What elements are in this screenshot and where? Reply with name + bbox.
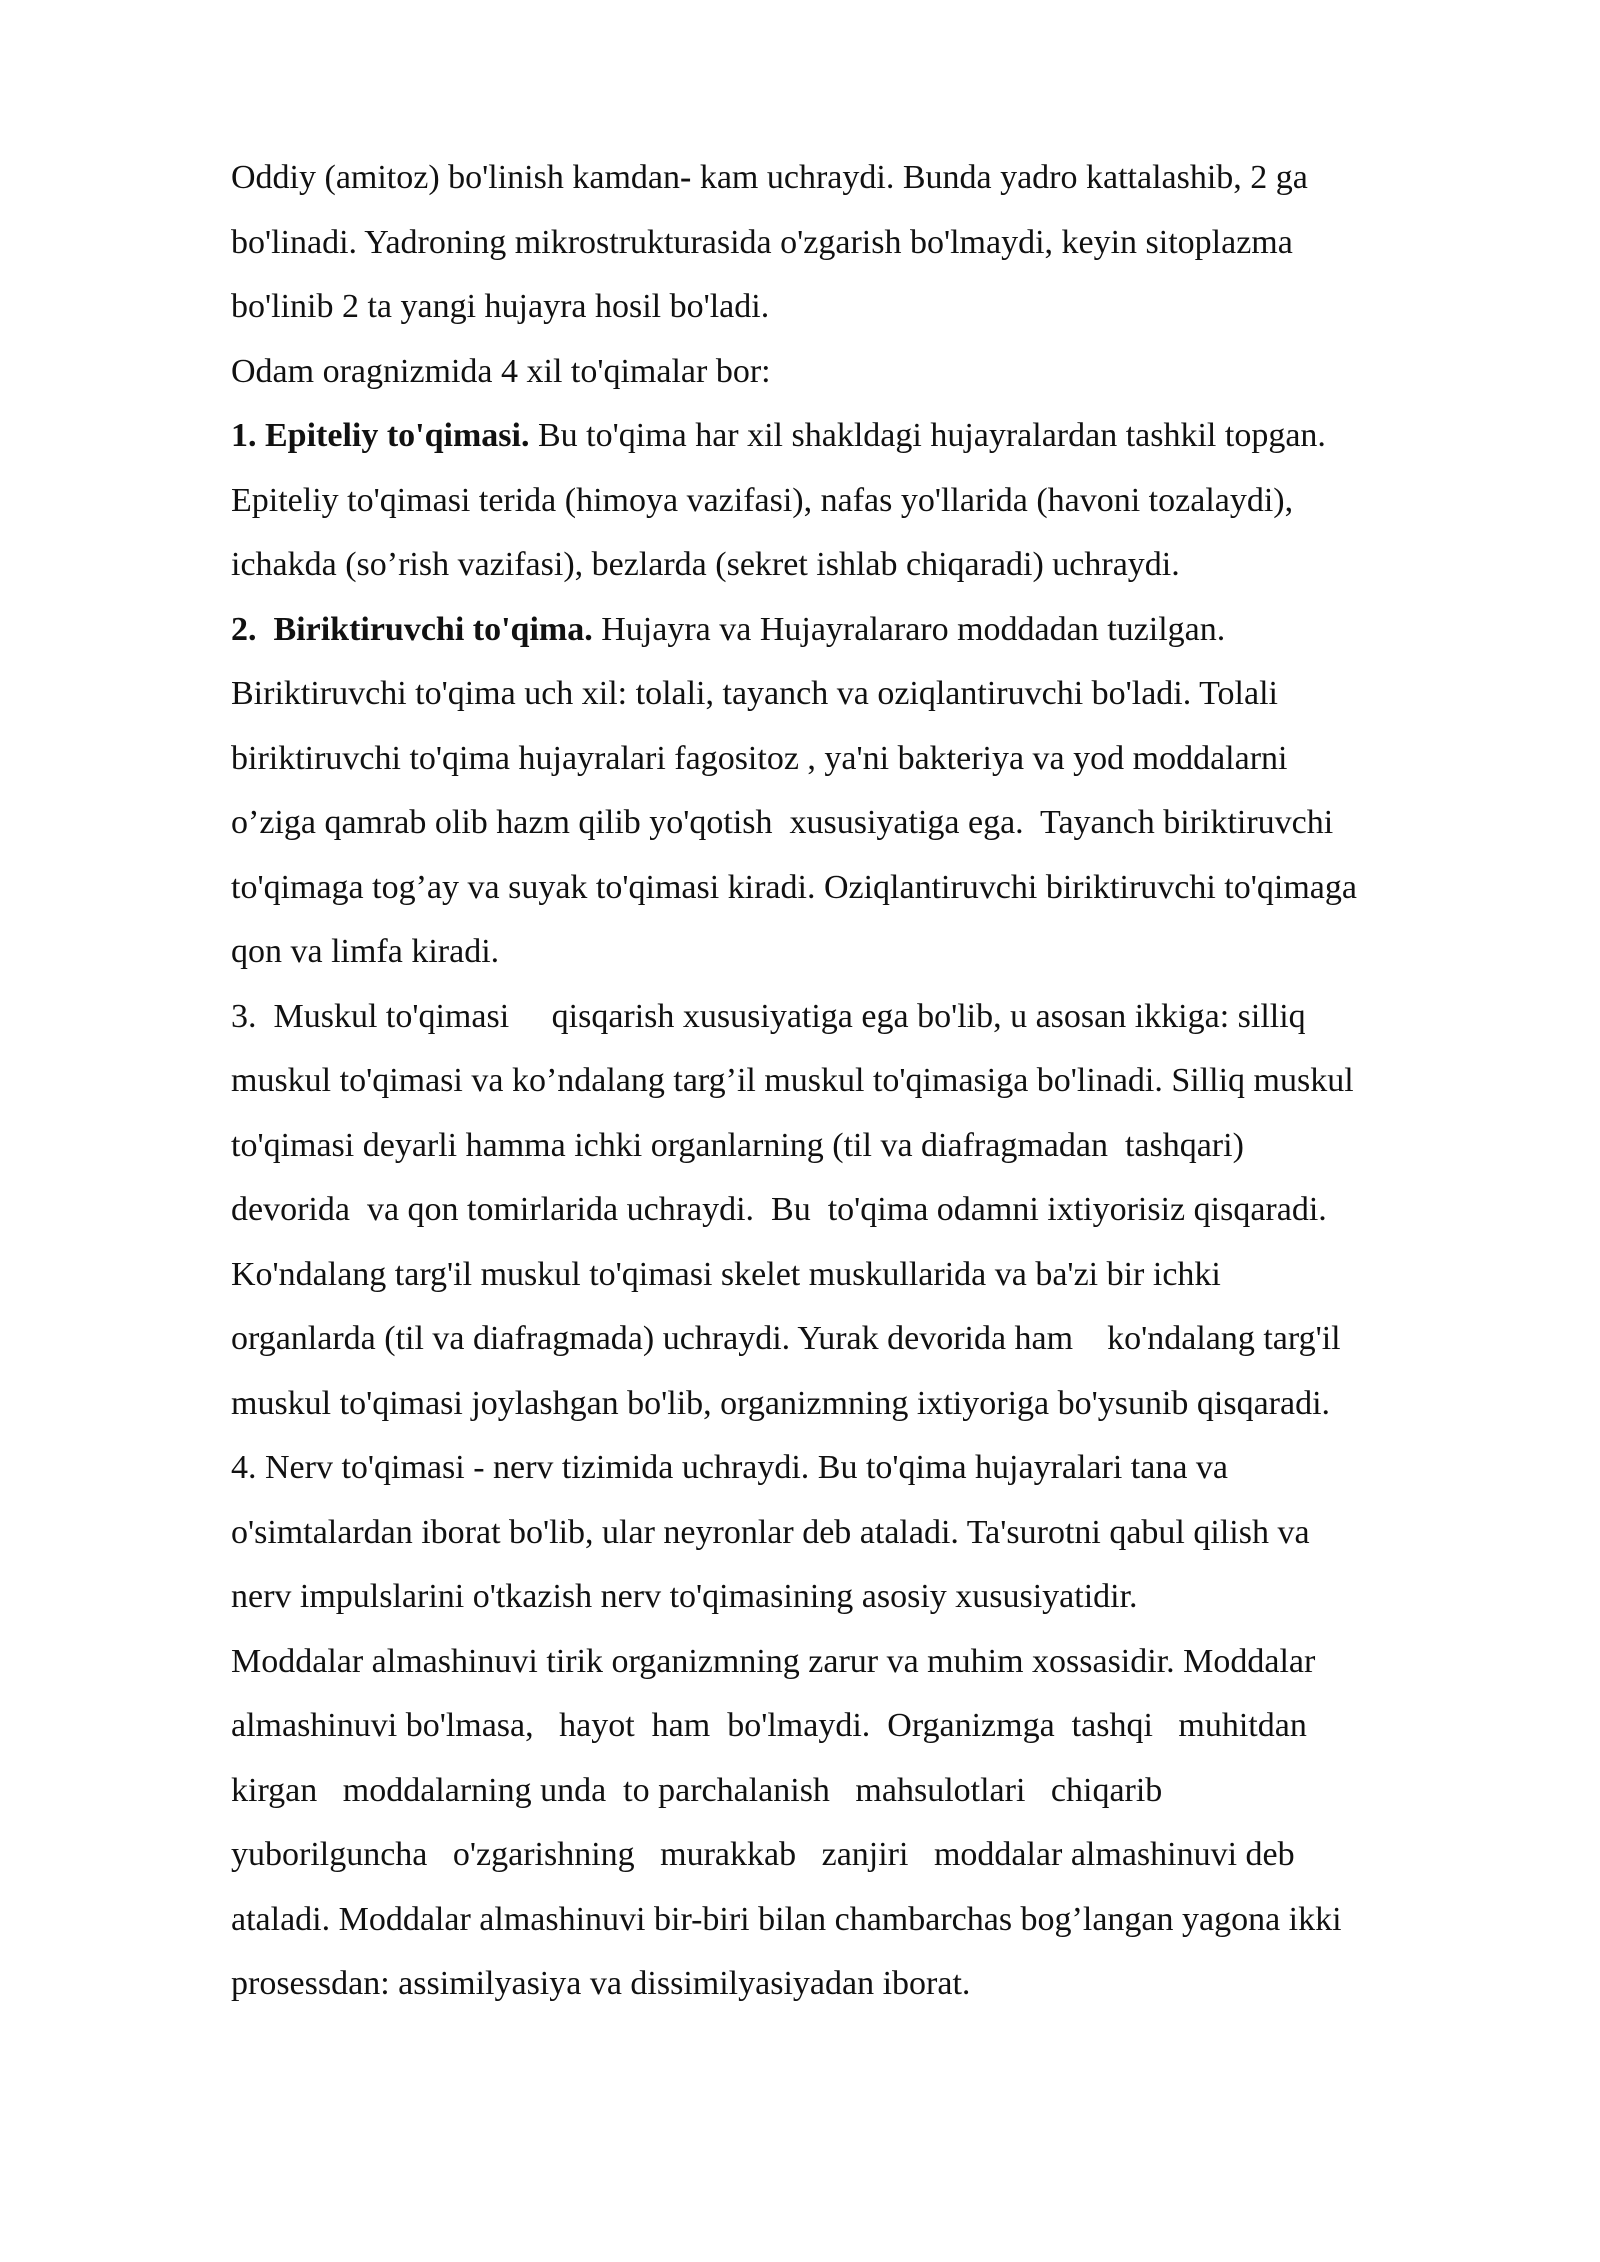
- text-line: [231, 1114, 1521, 1179]
- text-run: to'qimasi deyarli hamma ichki organlarning (til va diafragmadan tashqari): [231, 1126, 1244, 1164]
- text-line: [231, 1759, 1521, 1824]
- text-line: [231, 1565, 1521, 1630]
- text-line: [231, 1372, 1521, 1437]
- text-run: kam uchraydi. Bunda yadro kattalashib, 2 ga: [691, 159, 1308, 196]
- text-run: bo'linadi. Yadroning mikrostrukturasida o'zgarish bo'lmaydi, keyin sitoplazma: [231, 223, 1293, 261]
- text-run: ichakda (so’rish vazifasi), bezlarda (sekret ishlab chiqaradi) uchraydi.: [231, 546, 1180, 583]
- text-line: [231, 146, 1521, 211]
- text-run: devorida va qon tomirlarida uchraydi. Bu to'qima odamni ixtiyorisiz qisqaradi.: [231, 1191, 1327, 1228]
- text-line: [231, 1049, 1521, 1114]
- text-line: [231, 598, 1521, 663]
- text-line: [231, 1243, 1521, 1308]
- text-line: [231, 1888, 1521, 1953]
- text-run: Oddiy (amitoz) bo'linish kamdan: [231, 159, 680, 196]
- text-run: prosessdan: assimilyasiya va dissimilyasiyadan iborat.: [231, 1965, 971, 2002]
- text-run: Hujayra va Hujayralararo moddadan tuzilgan.: [592, 610, 1226, 648]
- text-run: ataladi. Moddalar almashinuvi bir-biri bilan chambarchas bog’langan yagona ikki: [231, 1900, 1342, 1938]
- text-line: [231, 727, 1521, 792]
- text-line: [231, 275, 1521, 340]
- text-run: Biriktiruvchi to'qima uch xil: tolali, tayanch va oziqlantiruvchi bo'ladi. Tolali: [231, 675, 1278, 712]
- text-line: [231, 791, 1521, 856]
- text-line: [231, 662, 1521, 727]
- text-run: Ko'ndalang targ'il muskul to'qimasi skelet muskullarida va ba'zi bir ichki: [231, 1255, 1221, 1293]
- text-line: [231, 985, 1521, 1050]
- text-run: organlarda (til va diafragmada) uchraydi. Yurak devorida ham ko'ndalang targ'il: [231, 1320, 1341, 1357]
- text-run: bo'linib 2 ta yangi hujayra hosil bo'ladi.: [231, 288, 770, 325]
- text-line: [231, 469, 1521, 534]
- text-line: [231, 533, 1521, 598]
- text-line: [231, 856, 1521, 921]
- text-run: yuborilguncha o'zgarishning murakkab zanjiri moddalar almashinuvi deb: [231, 1836, 1295, 1873]
- text-run: 4. Nerv to'qimasi - nerv tizimida uchraydi. Bu to'qima hujayralari tana va: [231, 1449, 1229, 1486]
- text-line: [231, 1823, 1521, 1888]
- text-run: o’ziga qamrab olib hazm qilib yo'qotish xususiyatiga ega. Tayanch biriktiruvchi: [231, 804, 1334, 841]
- text-line: [231, 340, 1521, 405]
- bold-heading-text: 2. Biriktiruvchi to'qima.: [231, 610, 593, 648]
- text-run: muskul to'qimasi joylashgan bo'lib, organizmning ixtiyoriga bo'ysunib qisqaradi.: [231, 1384, 1331, 1422]
- text-run: muskul to'qimasi va ko’ndalang targ’il muskul to'qimasiga bo'linadi. Silliq muskul: [231, 1062, 1354, 1099]
- body-text: [231, 146, 1521, 2017]
- text-line: [231, 1952, 1521, 2017]
- bold-heading-text: 1. Epiteliy to'qimasi.: [231, 417, 530, 454]
- text-run: qon va limfa kiradi.: [231, 933, 500, 970]
- text-run: biriktiruvchi to'qima hujayralari fagositoz , ya'ni bakteriya va yod moddalarni: [231, 739, 1288, 777]
- bold-heading-text: -: [680, 159, 692, 196]
- text-run: Moddalar almashinuvi tirik organizmning zarur va muhim xossasidir. Moddalar: [231, 1642, 1316, 1680]
- text-run: to'qimaga tog’ay va suyak to'qimasi kiradi. Oziqlantiruvchi biriktiruvchi to'qimaga: [231, 868, 1357, 906]
- text-line: [231, 1501, 1521, 1566]
- text-line: [231, 1307, 1521, 1372]
- text-run: nerv impulslarini o'tkazish nerv to'qimasining asosiy xususiyatidir.: [231, 1578, 1138, 1615]
- text-line: [231, 1178, 1521, 1243]
- text-run: o'simtalardan iborat bo'lib, ular neyronlar deb ataladi. Ta'surotni qabul qilish va: [231, 1513, 1310, 1551]
- text-run: almashinuvi bo'lmasa, hayot ham bo'lmaydi. Organizmga tashqi muhitdan: [231, 1707, 1307, 1744]
- text-line: [231, 1630, 1521, 1695]
- text-run: kirgan moddalarning unda to parchalanish mahsulotlari chiqarib: [231, 1771, 1163, 1809]
- text-run: Bu to'qima har xil shakldagi hujayralardan tashkil topgan.: [529, 417, 1326, 454]
- text-line: [231, 1694, 1521, 1759]
- text-line: [231, 404, 1521, 469]
- text-line: [231, 211, 1521, 276]
- text-run: Epiteliy to'qimasi terida (himoya vazifasi), nafas yo'llarida (havoni tozalaydi),: [231, 481, 1294, 519]
- text-line: [231, 1436, 1521, 1501]
- text-run: Odam oragnizmida 4 xil to'qimalar bor:: [231, 352, 771, 390]
- text-line: [231, 920, 1521, 985]
- text-run: 3. Muskul to'qimasi qisqarish xususiyatiga ega bo'lib, u asosan ikkiga: silliq: [231, 997, 1306, 1035]
